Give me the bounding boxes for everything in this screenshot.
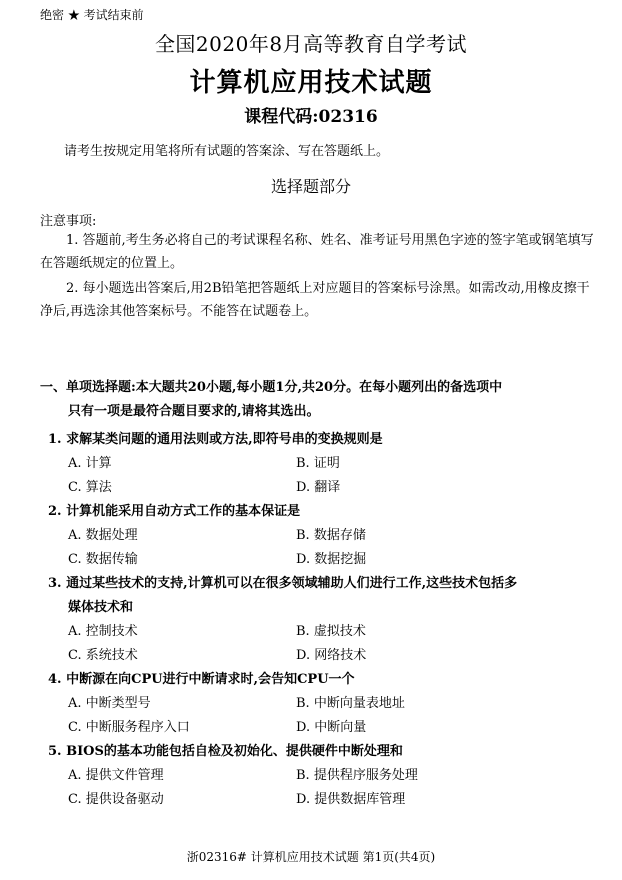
- question-3-option-c: C. 系统技术: [68, 648, 138, 663]
- question-3-option-b: B. 虚拟技术: [296, 624, 366, 639]
- exam-title: 全国2020年8月高等教育自学考试: [154, 32, 468, 56]
- question-2-stem: 2. 计算机能采用自动方式工作的基本保证是: [48, 504, 301, 519]
- course-code: 课程代码:02316: [244, 107, 378, 127]
- question-1-option-d: D. 翻译: [296, 480, 341, 495]
- question-4-option-a: A. 中断类型号: [68, 696, 151, 711]
- section-title: 选择题部分: [270, 177, 351, 196]
- question-2-option-c: C. 数据传输: [68, 552, 138, 567]
- note-item-2: 2. 每小题选出答案后,用2B铅笔把答题纸上对应题目的答案标号涂黑。如需改动,用橡皮擦干净后,再选涂其他答案标号。不能答在试题卷上。: [40, 281, 590, 319]
- question-3-stem-continued: 媒体技术和: [68, 600, 134, 615]
- question-5-option-c: C. 提供设备驱动: [68, 792, 164, 807]
- question-2-option-b: B. 数据存储: [296, 528, 366, 543]
- question-1-option-b: B. 证明: [296, 456, 340, 471]
- question-4-stem: 4. 中断源在向CPU进行中断请求时,会告知CPU一个: [48, 672, 355, 687]
- part-one-line-1: 一、单项选择题:本大题共20小题,每小题1分,共20分。在每小题列出的备选项中: [40, 380, 503, 395]
- question-5-option-b: B. 提供程序服务处理: [296, 768, 418, 783]
- page-footer: 浙02316# 计算机应用技术试题 第1页(共4页): [186, 850, 436, 864]
- question-3-stem: 3. 通过某些技术的支持,计算机可以在很多领域辅助人们进行工作,这些技术包括多: [48, 576, 518, 591]
- question-1-option-a: A. 计算: [68, 456, 112, 471]
- part-one-heading: [40, 376, 600, 424]
- question-2-option-a: A. 数据处理: [68, 528, 138, 543]
- question-4-option-d: D. 中断向量: [296, 720, 367, 735]
- confidential-mark: 绝密 ★ 考试结束前: [40, 8, 144, 22]
- question-1-stem: 1. 求解某类问题的通用法则或方法,即符号串的变换规则是: [48, 432, 383, 447]
- part-one-line-2: 只有一项是最符合题目要求的,请将其选出。: [68, 404, 320, 419]
- question-2-option-d: D. 数据挖掘: [296, 552, 367, 567]
- question-5-option-a: A. 提供文件管理: [68, 768, 164, 783]
- note-item-1: 1. 答题前,考生务必将自己的考试课程名称、姓名、准考证号用黑色字迹的签字笔或钢笔填写在答题纸规定的位置上。: [40, 233, 594, 271]
- question-1-option-c: C. 算法: [68, 480, 112, 495]
- notes-heading: 注意事项:: [40, 214, 97, 229]
- question-5-stem: 5. BIOS的基本功能包括自检及初始化、提供硬件中断处理和: [48, 744, 403, 759]
- answer-instruction: 请考生按规定用笔将所有试题的答案涂、写在答题纸上。: [64, 144, 390, 159]
- question-3-option-a: A. 控制技术: [68, 624, 138, 639]
- question-4-option-c: C. 中断服务程序入口: [68, 720, 190, 735]
- question-5-option-d: D. 提供数据库管理: [296, 792, 406, 807]
- subject-title: 计算机应用技术试题: [189, 68, 433, 98]
- question-4-option-b: B. 中断向量表地址: [296, 696, 405, 711]
- question-3-option-d: D. 网络技术: [296, 648, 367, 663]
